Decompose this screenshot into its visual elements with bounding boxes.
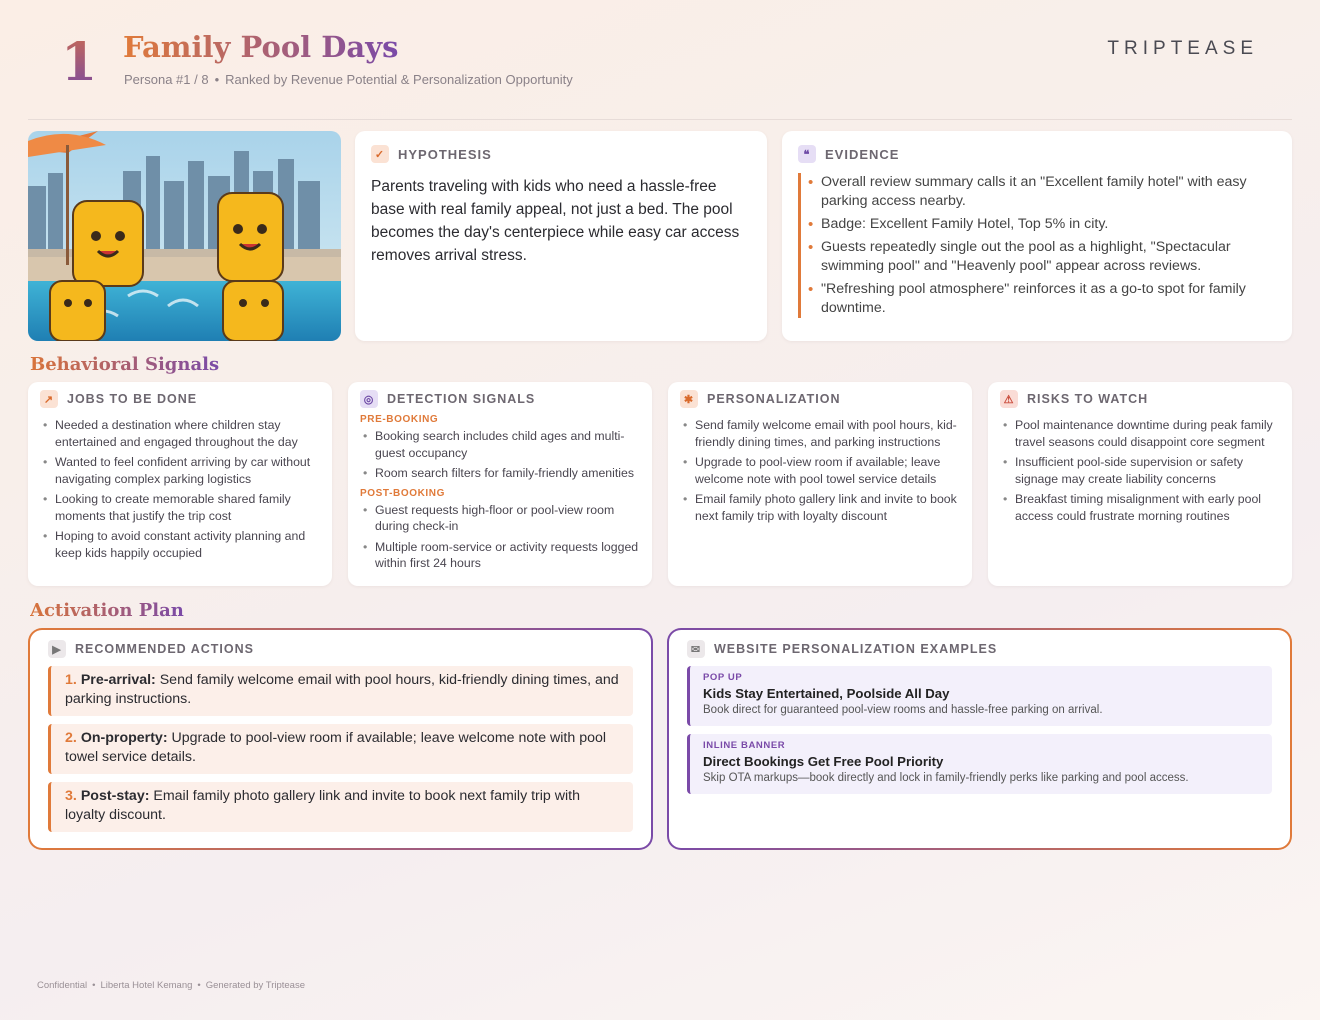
hypothesis-header — [371, 145, 751, 163]
sparkle-icon: ✱ — [680, 390, 698, 408]
activation-plan-title: Activation Plan — [30, 600, 184, 621]
list-item: • Breakfast timing misalignment with early pool access could frustrate morning routines — [1000, 491, 1280, 524]
detection-card — [348, 382, 652, 586]
evidence-item: • "Refreshing pool atmosphere" reinforces it as a go-to spot for family downtime. — [821, 280, 1276, 318]
hypothesis-text: Parents traveling with kids who need a hassle-free base with real family appeal, not just a bed. The pool becomes the day's centerpiece while easy car access removes arrival stress. — [371, 178, 740, 264]
step-text: Send family welcome email with pool hours, kid-friendly dining times, and parking instructions. — [65, 672, 619, 707]
jobs-list — [40, 417, 320, 561]
example-description: Book direct for guaranteed pool-view rooms and hassle-free parking on arrival. — [703, 704, 1103, 716]
evidence-card — [782, 131, 1292, 341]
evidence-item: • Badge: Excellent Family Hotel, Top 5% in city. — [821, 215, 1276, 234]
evidence-item: • Guests repeatedly single out the pool as a highlight, "Spectacular swimming pool" and "Heavenly pool" appear across reviews. — [821, 238, 1276, 276]
list-item: • Insufficient pool-side supervision or safety signage may create liability concerns — [1000, 454, 1280, 487]
list-item: • Hoping to avoid constant activity planning and keep kids happily occupied — [40, 528, 320, 561]
persona-number: 1 — [61, 32, 98, 93]
jobs-label: JOBS TO BE DONE — [67, 392, 198, 406]
page-header — [28, 28, 1292, 120]
ranking-label: Ranked by Revenue Potential & Personalization Opportunity — [225, 72, 573, 87]
post-booking-list — [360, 502, 640, 572]
step-number: 2. — [65, 730, 77, 746]
website-example — [687, 734, 1272, 794]
check-icon: ✓ — [371, 145, 389, 163]
footer-generated: Generated by Triptease — [205, 980, 306, 991]
play-icon: ▶ — [48, 640, 66, 658]
list-item: • Email family photo gallery link and invite to book next family trip with loyalty discount — [680, 491, 960, 524]
page-subtitle: Persona #1 / 8 • Ranked by Revenue Potential & Personalization Opportunity — [124, 72, 573, 87]
page-title: Family Pool Days — [123, 30, 399, 64]
example-headline: Direct Bookings Get Free Pool Priority — [703, 754, 944, 769]
personalization-list — [680, 417, 960, 524]
risks-header — [1000, 390, 1280, 408]
personalization-label: PERSONALIZATION — [707, 392, 841, 406]
list-item: • Booking search includes child ages and multi-guest occupancy — [360, 428, 640, 461]
risks-card — [988, 382, 1292, 586]
risks-label: RISKS TO WATCH — [1027, 392, 1149, 406]
step-number: 3. — [65, 788, 77, 804]
evidence-list — [798, 173, 1276, 318]
list-item: • Multiple room-service or activity requests logged within first 24 hours — [360, 539, 640, 572]
hypothesis-label: HYPOTHESIS — [398, 146, 492, 162]
example-type: POP UP — [703, 672, 743, 683]
jobs-card — [28, 382, 332, 586]
pre-booking-label: PRE-BOOKING — [360, 414, 439, 425]
hero-illustration — [28, 131, 341, 341]
list-item: • Upgrade to pool-view room if available; leave welcome note with pool towel service details — [680, 454, 960, 487]
list-item: • Guest requests high-floor or pool-view room during check-in — [360, 502, 640, 535]
persona-label: Persona #1 / 8 — [124, 72, 209, 87]
step-key: On-property: — [80, 730, 168, 746]
pre-booking-list — [360, 428, 640, 482]
behavioral-signals-title: Behavioral Signals — [30, 354, 220, 375]
step-text: Email family photo gallery link and invite to book next family trip with loyalty discount. — [65, 788, 580, 823]
target-icon: ◎ — [360, 390, 378, 408]
action-step — [48, 782, 633, 832]
hypothesis-card — [355, 131, 767, 341]
evidence-header — [798, 145, 1276, 163]
list-item: • Send family welcome email with pool hours, kid-friendly dining times, and parking instructions — [680, 417, 960, 450]
risks-list — [1000, 417, 1280, 524]
action-step — [48, 724, 633, 774]
actions-label: RECOMMENDED ACTIONS — [75, 642, 254, 656]
detection-label: DETECTION SIGNALS — [387, 392, 536, 406]
step-number: 1. — [65, 672, 77, 688]
evidence-item: • Overall review summary calls it an "Excellent family hotel" with easy parking access nearby. — [821, 173, 1276, 211]
footer-confidential: Confidential — [37, 980, 88, 991]
action-step — [48, 666, 633, 716]
mail-icon: ✉ — [687, 640, 705, 658]
warning-icon: ⚠ — [1000, 390, 1018, 408]
actions-header — [48, 640, 633, 658]
recommended-actions-card — [28, 628, 653, 850]
step-key: Post-stay: — [80, 788, 150, 804]
footer-hotel: Liberta Hotel Kemang — [100, 980, 193, 991]
evidence-label: EVIDENCE — [825, 146, 900, 162]
list-item: • Looking to create memorable shared family moments that justify the trip cost — [40, 491, 320, 524]
personalization-card — [668, 382, 972, 586]
example-description: Skip OTA markups—book directly and lock in family-friendly perks like parking and pool access. — [703, 772, 1189, 784]
brand-logo: TRIPTEASE — [1107, 38, 1258, 59]
website-label: WEBSITE PERSONALIZATION EXAMPLES — [714, 642, 998, 656]
example-type: INLINE BANNER — [703, 740, 786, 751]
website-header — [687, 640, 1272, 658]
arrow-up-right-icon: ↗ — [40, 390, 58, 408]
detection-header — [360, 390, 640, 408]
page-footer: Confidential • Liberta Hotel Kemang • Generated by Triptease — [37, 980, 306, 991]
list-item: • Room search filters for family-friendly amenities — [360, 465, 640, 482]
website-example — [687, 666, 1272, 726]
website-examples-card — [667, 628, 1292, 850]
list-item: • Pool maintenance downtime during peak family travel seasons could disappoint core segment — [1000, 417, 1280, 450]
list-item: • Needed a destination where children stay entertained and engaged throughout the day — [40, 417, 320, 450]
step-key: Pre-arrival: — [80, 672, 156, 688]
quote-icon: ❝ — [798, 145, 816, 163]
step-text: Upgrade to pool-view room if available; leave welcome note with pool towel service details. — [65, 730, 607, 765]
list-item: • Wanted to feel confident arriving by car without navigating complex parking logistics — [40, 454, 320, 487]
jobs-header — [40, 390, 320, 408]
example-headline: Kids Stay Entertained, Poolside All Day — [703, 686, 950, 701]
post-booking-label: POST-BOOKING — [360, 487, 445, 499]
personalization-header — [680, 390, 960, 408]
